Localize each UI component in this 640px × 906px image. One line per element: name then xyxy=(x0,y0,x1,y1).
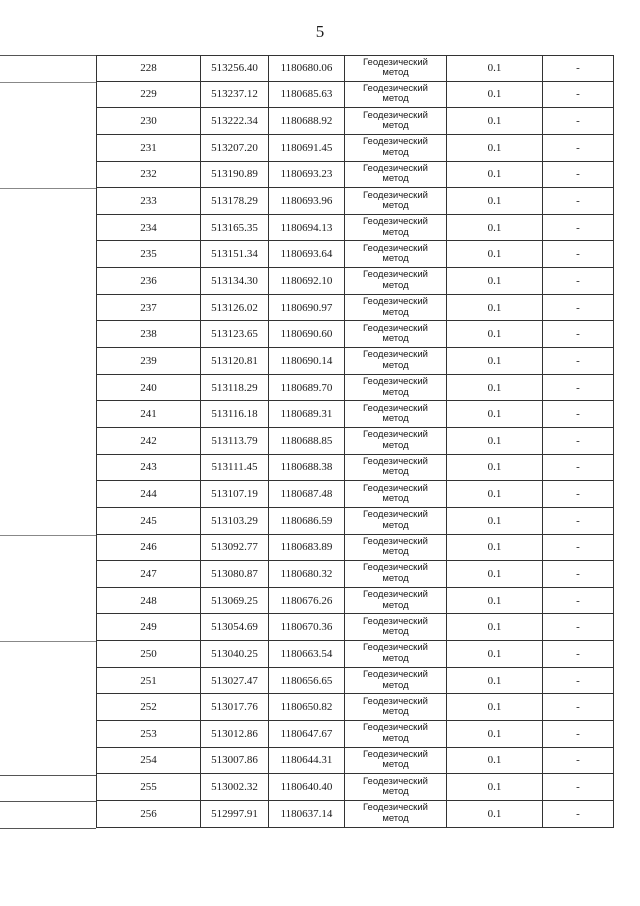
note-cell: - xyxy=(542,401,614,427)
margin-row-line xyxy=(0,801,96,802)
point-number-cell: 254 xyxy=(96,748,200,774)
table-row xyxy=(96,295,614,322)
method-line-2: метод xyxy=(382,599,409,611)
note-cell: - xyxy=(542,668,614,694)
table-row xyxy=(96,108,614,135)
y-coordinate-cell: 1180688.85 xyxy=(268,428,344,454)
accuracy-cell: 0.1 xyxy=(446,401,542,427)
method-line-1: Геодезический xyxy=(363,455,428,467)
x-coordinate-cell: 513069.25 xyxy=(200,588,268,614)
method-cell xyxy=(344,508,446,534)
point-number-cell: 235 xyxy=(96,241,200,267)
y-coordinate-cell: 1180687.48 xyxy=(268,481,344,507)
accuracy-cell: 0.1 xyxy=(446,748,542,774)
method-line-2: метод xyxy=(382,146,409,158)
margin-row-line xyxy=(0,828,96,829)
note-cell: - xyxy=(542,375,614,401)
method-line-2: метод xyxy=(382,253,409,265)
table-row xyxy=(96,481,614,508)
method-cell xyxy=(344,401,446,427)
method-line-1: Геодезический xyxy=(363,642,428,654)
table-row xyxy=(96,721,614,748)
y-coordinate-cell: 1180663.54 xyxy=(268,641,344,667)
note-cell: - xyxy=(542,535,614,561)
y-coordinate-cell: 1180680.32 xyxy=(268,561,344,587)
table-row xyxy=(96,774,614,801)
method-cell xyxy=(344,774,446,800)
method-line-2: метод xyxy=(382,679,409,691)
method-line-2: метод xyxy=(382,413,409,425)
method-line-2: метод xyxy=(382,812,409,824)
accuracy-cell: 0.1 xyxy=(446,694,542,720)
point-number-cell: 229 xyxy=(96,82,200,108)
table-row xyxy=(96,241,614,268)
method-line-2: метод xyxy=(382,439,409,451)
point-number-cell: 238 xyxy=(96,321,200,347)
y-coordinate-cell: 1180693.23 xyxy=(268,162,344,188)
y-coordinate-cell: 1180689.31 xyxy=(268,401,344,427)
method-line-2: метод xyxy=(382,652,409,664)
method-line-1: Геодезический xyxy=(363,535,428,547)
y-coordinate-cell: 1180656.65 xyxy=(268,668,344,694)
note-cell: - xyxy=(542,188,614,214)
method-cell xyxy=(344,561,446,587)
y-coordinate-cell: 1180686.59 xyxy=(268,508,344,534)
method-line-1: Геодезический xyxy=(363,722,428,734)
table-row xyxy=(96,801,614,828)
method-line-2: метод xyxy=(382,519,409,531)
method-cell xyxy=(344,295,446,321)
table-row xyxy=(96,188,614,215)
method-cell xyxy=(344,694,446,720)
point-number-cell: 244 xyxy=(96,481,200,507)
point-number-cell: 252 xyxy=(96,694,200,720)
point-number-cell: 232 xyxy=(96,162,200,188)
accuracy-cell: 0.1 xyxy=(446,801,542,827)
table-row xyxy=(96,348,614,375)
point-number-cell: 248 xyxy=(96,588,200,614)
method-cell xyxy=(344,614,446,640)
note-cell: - xyxy=(542,348,614,374)
y-coordinate-cell: 1180650.82 xyxy=(268,694,344,720)
method-line-1: Геодезический xyxy=(363,269,428,281)
method-line-1: Геодезический xyxy=(363,56,428,68)
method-cell xyxy=(344,56,446,81)
x-coordinate-cell: 513151.34 xyxy=(200,241,268,267)
margin-bleed-line xyxy=(0,641,96,642)
margin-bleed-line xyxy=(0,188,96,189)
accuracy-cell: 0.1 xyxy=(446,162,542,188)
method-cell xyxy=(344,721,446,747)
note-cell: - xyxy=(542,241,614,267)
point-number-cell: 233 xyxy=(96,188,200,214)
note-cell: - xyxy=(542,428,614,454)
y-coordinate-cell: 1180688.92 xyxy=(268,108,344,134)
accuracy-cell: 0.1 xyxy=(446,508,542,534)
x-coordinate-cell: 513222.34 xyxy=(200,108,268,134)
method-line-1: Геодезический xyxy=(363,802,428,814)
table-row xyxy=(96,162,614,189)
method-line-2: метод xyxy=(382,333,409,345)
accuracy-cell: 0.1 xyxy=(446,135,542,161)
note-cell: - xyxy=(542,455,614,481)
accuracy-cell: 0.1 xyxy=(446,215,542,241)
method-line-1: Геодезический xyxy=(363,189,428,201)
y-coordinate-cell: 1180689.70 xyxy=(268,375,344,401)
x-coordinate-cell: 513165.35 xyxy=(200,215,268,241)
accuracy-cell: 0.1 xyxy=(446,375,542,401)
method-line-1: Геодезический xyxy=(363,322,428,334)
method-line-1: Геодезический xyxy=(363,136,428,148)
method-cell xyxy=(344,428,446,454)
method-cell xyxy=(344,135,446,161)
y-coordinate-cell: 1180670.36 xyxy=(268,614,344,640)
accuracy-cell: 0.1 xyxy=(446,82,542,108)
x-coordinate-cell: 513007.86 xyxy=(200,748,268,774)
y-coordinate-cell: 1180690.14 xyxy=(268,348,344,374)
accuracy-cell: 0.1 xyxy=(446,721,542,747)
note-cell: - xyxy=(542,162,614,188)
point-number-cell: 250 xyxy=(96,641,200,667)
table-row xyxy=(96,641,614,668)
x-coordinate-cell: 513111.45 xyxy=(200,455,268,481)
table-row xyxy=(96,82,614,109)
point-number-cell: 249 xyxy=(96,614,200,640)
point-number-cell: 240 xyxy=(96,375,200,401)
accuracy-cell: 0.1 xyxy=(446,108,542,134)
y-coordinate-cell: 1180676.26 xyxy=(268,588,344,614)
method-line-2: метод xyxy=(382,786,409,798)
x-coordinate-cell: 513118.29 xyxy=(200,375,268,401)
method-cell xyxy=(344,535,446,561)
y-coordinate-cell: 1180691.45 xyxy=(268,135,344,161)
x-coordinate-cell: 513123.65 xyxy=(200,321,268,347)
table-row xyxy=(96,268,614,295)
method-line-1: Геодезический xyxy=(363,376,428,387)
method-line-1: Геодезический xyxy=(363,562,428,574)
method-line-1: Геодезический xyxy=(363,669,428,681)
y-coordinate-cell: 1180688.38 xyxy=(268,455,344,481)
table-row xyxy=(96,375,614,402)
method-cell xyxy=(344,481,446,507)
accuracy-cell: 0.1 xyxy=(446,641,542,667)
point-number-cell: 245 xyxy=(96,508,200,534)
method-line-1: Геодезический xyxy=(363,402,428,414)
method-cell xyxy=(344,455,446,481)
y-coordinate-cell: 1180637.14 xyxy=(268,801,344,827)
table-row xyxy=(96,215,614,242)
method-line-2: метод xyxy=(382,359,409,371)
method-cell xyxy=(344,588,446,614)
point-number-cell: 230 xyxy=(96,108,200,134)
method-line-2: метод xyxy=(382,306,409,318)
margin-bleed-line xyxy=(0,535,96,536)
method-line-2: метод xyxy=(382,732,409,744)
method-line-2: метод xyxy=(382,67,409,79)
point-number-cell: 236 xyxy=(96,268,200,294)
note-cell: - xyxy=(542,801,614,827)
table-row xyxy=(96,748,614,775)
method-line-1: Геодезический xyxy=(363,775,428,787)
method-line-1: Геодезический xyxy=(363,748,428,760)
table-row xyxy=(96,668,614,695)
accuracy-cell: 0.1 xyxy=(446,774,542,800)
method-line-1: Геодезический xyxy=(363,695,428,707)
method-line-1: Геодезический xyxy=(363,349,428,361)
x-coordinate-cell: 513107.19 xyxy=(200,481,268,507)
method-line-2: метод xyxy=(382,466,409,478)
table-row xyxy=(96,55,614,82)
point-number-cell: 251 xyxy=(96,668,200,694)
point-number-cell: 246 xyxy=(96,535,200,561)
x-coordinate-cell: 513116.18 xyxy=(200,401,268,427)
x-coordinate-cell: 512997.91 xyxy=(200,801,268,827)
y-coordinate-cell: 1180693.64 xyxy=(268,241,344,267)
note-cell: - xyxy=(542,774,614,800)
table-row xyxy=(96,535,614,562)
x-coordinate-cell: 513002.32 xyxy=(200,774,268,800)
method-cell xyxy=(344,188,446,214)
accuracy-cell: 0.1 xyxy=(446,188,542,214)
x-coordinate-cell: 513054.69 xyxy=(200,614,268,640)
method-line-2: метод xyxy=(382,386,409,398)
note-cell: - xyxy=(542,588,614,614)
page-number: 5 xyxy=(315,22,325,41)
method-line-1: Геодезический xyxy=(363,429,428,441)
y-coordinate-cell: 1180693.96 xyxy=(268,188,344,214)
method-line-1: Геодезический xyxy=(363,615,428,627)
accuracy-cell: 0.1 xyxy=(446,321,542,347)
note-cell: - xyxy=(542,561,614,587)
note-cell: - xyxy=(542,508,614,534)
method-line-2: метод xyxy=(382,493,409,505)
note-cell: - xyxy=(542,268,614,294)
note-cell: - xyxy=(542,481,614,507)
method-line-2: метод xyxy=(382,226,409,238)
method-line-1: Геодезический xyxy=(363,109,428,121)
method-line-2: метод xyxy=(382,93,409,105)
method-line-1: Геодезический xyxy=(363,216,428,228)
note-cell: - xyxy=(542,641,614,667)
method-cell xyxy=(344,748,446,774)
method-line-2: метод xyxy=(382,120,409,132)
method-line-1: Геодезический xyxy=(363,82,428,94)
point-number-cell: 231 xyxy=(96,135,200,161)
accuracy-cell: 0.1 xyxy=(446,535,542,561)
note-cell: - xyxy=(542,748,614,774)
method-cell xyxy=(344,268,446,294)
accuracy-cell: 0.1 xyxy=(446,268,542,294)
note-cell: - xyxy=(542,295,614,321)
y-coordinate-cell: 1180683.89 xyxy=(268,535,344,561)
x-coordinate-cell: 513012.86 xyxy=(200,721,268,747)
x-coordinate-cell: 513080.87 xyxy=(200,561,268,587)
note-cell: - xyxy=(542,82,614,108)
y-coordinate-cell: 1180690.60 xyxy=(268,321,344,347)
method-cell xyxy=(344,241,446,267)
accuracy-cell: 0.1 xyxy=(446,588,542,614)
x-coordinate-cell: 513027.47 xyxy=(200,668,268,694)
x-coordinate-cell: 513120.81 xyxy=(200,348,268,374)
x-coordinate-cell: 513134.30 xyxy=(200,268,268,294)
table-row xyxy=(96,614,614,641)
note-cell: - xyxy=(542,215,614,241)
method-line-2: метод xyxy=(382,706,409,718)
method-line-1: Геодезический xyxy=(363,296,428,308)
note-cell: - xyxy=(542,108,614,134)
method-cell xyxy=(344,348,446,374)
method-line-2: метод xyxy=(382,200,409,212)
note-cell: - xyxy=(542,135,614,161)
y-coordinate-cell: 1180680.06 xyxy=(268,56,344,81)
y-coordinate-cell: 1180640.40 xyxy=(268,774,344,800)
point-number-cell: 228 xyxy=(96,56,200,81)
x-coordinate-cell: 513256.40 xyxy=(200,56,268,81)
point-number-cell: 256 xyxy=(96,801,200,827)
accuracy-cell: 0.1 xyxy=(446,561,542,587)
point-number-cell: 242 xyxy=(96,428,200,454)
method-cell xyxy=(344,215,446,241)
x-coordinate-cell: 513207.20 xyxy=(200,135,268,161)
table-row xyxy=(96,135,614,162)
point-number-cell: 237 xyxy=(96,295,200,321)
accuracy-cell: 0.1 xyxy=(446,241,542,267)
table-row xyxy=(96,588,614,615)
table-row xyxy=(96,508,614,535)
point-number-cell: 234 xyxy=(96,215,200,241)
method-line-2: метод xyxy=(382,759,409,771)
margin-bleed-line xyxy=(0,82,96,83)
table-row xyxy=(96,561,614,588)
point-number-cell: 243 xyxy=(96,455,200,481)
accuracy-cell: 0.1 xyxy=(446,295,542,321)
x-coordinate-cell: 513092.77 xyxy=(200,535,268,561)
method-line-2: метод xyxy=(382,279,409,291)
x-coordinate-cell: 513190.89 xyxy=(200,162,268,188)
x-coordinate-cell: 513178.29 xyxy=(200,188,268,214)
x-coordinate-cell: 513113.79 xyxy=(200,428,268,454)
table-row xyxy=(96,321,614,348)
point-number-cell: 241 xyxy=(96,401,200,427)
x-coordinate-cell: 513040.25 xyxy=(200,641,268,667)
table-row xyxy=(96,455,614,482)
table-row xyxy=(96,694,614,721)
point-number-cell: 247 xyxy=(96,561,200,587)
method-cell xyxy=(344,162,446,188)
y-coordinate-cell: 1180644.31 xyxy=(268,748,344,774)
accuracy-cell: 0.1 xyxy=(446,56,542,81)
accuracy-cell: 0.1 xyxy=(446,668,542,694)
accuracy-cell: 0.1 xyxy=(446,428,542,454)
y-coordinate-cell: 1180690.97 xyxy=(268,295,344,321)
method-cell xyxy=(344,801,446,827)
method-line-2: метод xyxy=(382,173,409,185)
method-line-1: Геодезический xyxy=(363,589,428,601)
accuracy-cell: 0.1 xyxy=(446,614,542,640)
method-cell xyxy=(344,82,446,108)
note-cell: - xyxy=(542,321,614,347)
accuracy-cell: 0.1 xyxy=(446,348,542,374)
point-number-cell: 255 xyxy=(96,774,200,800)
point-number-cell: 239 xyxy=(96,348,200,374)
point-number-cell: 253 xyxy=(96,721,200,747)
y-coordinate-cell: 1180647.67 xyxy=(268,721,344,747)
method-cell xyxy=(344,321,446,347)
x-coordinate-cell: 513237.12 xyxy=(200,82,268,108)
coordinates-table xyxy=(96,55,614,828)
method-cell xyxy=(344,375,446,401)
method-line-1: Геодезический xyxy=(363,162,428,174)
method-line-1: Геодезический xyxy=(363,509,428,521)
y-coordinate-cell: 1180685.63 xyxy=(268,82,344,108)
method-line-2: метод xyxy=(382,572,409,584)
x-coordinate-cell: 513103.29 xyxy=(200,508,268,534)
table-row xyxy=(96,428,614,455)
left-margin-line xyxy=(0,55,96,56)
accuracy-cell: 0.1 xyxy=(446,481,542,507)
y-coordinate-cell: 1180694.13 xyxy=(268,215,344,241)
note-cell: - xyxy=(542,721,614,747)
note-cell: - xyxy=(542,56,614,81)
y-coordinate-cell: 1180692.10 xyxy=(268,268,344,294)
note-cell: - xyxy=(542,614,614,640)
method-cell xyxy=(344,108,446,134)
margin-row-line xyxy=(0,775,96,776)
note-cell: - xyxy=(542,694,614,720)
table-row xyxy=(96,401,614,428)
method-line-1: Геодезический xyxy=(363,242,428,254)
method-line-1: Геодезический xyxy=(363,482,428,494)
method-line-2: метод xyxy=(382,626,409,638)
x-coordinate-cell: 513017.76 xyxy=(200,694,268,720)
method-cell xyxy=(344,641,446,667)
method-line-2: метод xyxy=(382,546,409,558)
method-cell xyxy=(344,668,446,694)
x-coordinate-cell: 513126.02 xyxy=(200,295,268,321)
accuracy-cell: 0.1 xyxy=(446,455,542,481)
